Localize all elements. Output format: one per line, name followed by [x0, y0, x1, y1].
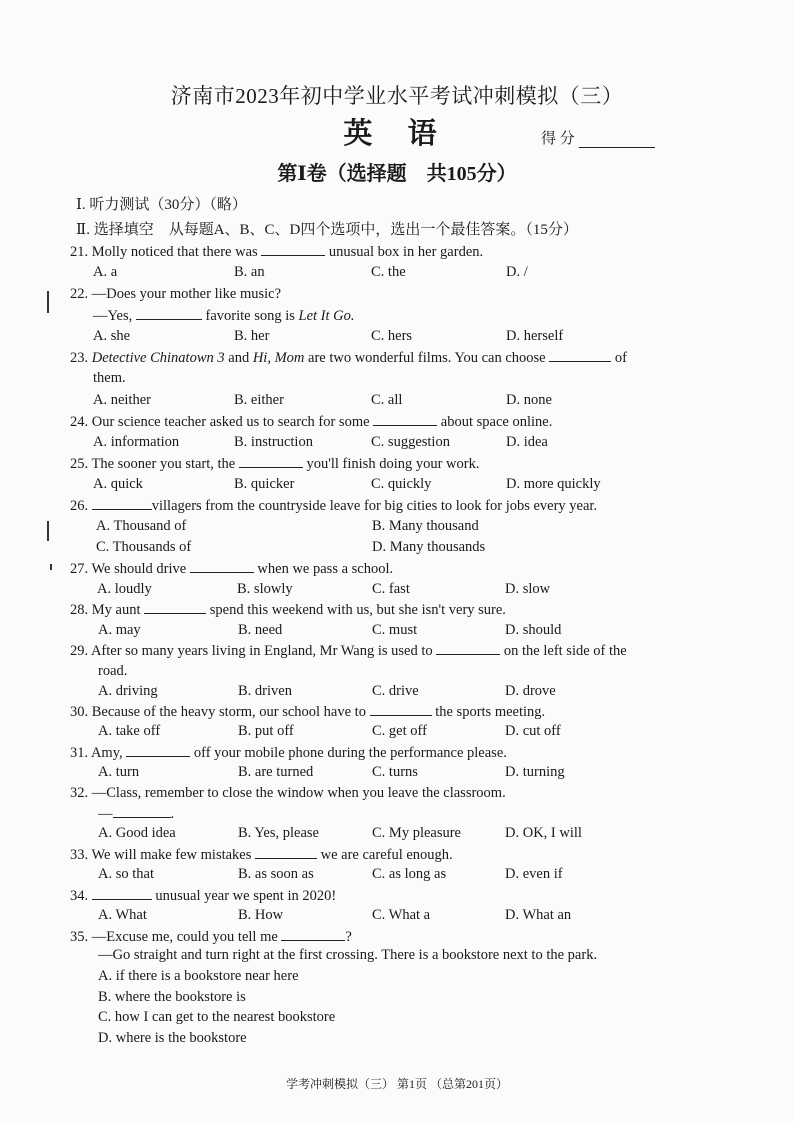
question-22-reply: —Yes, favorite song is Let It Go. [93, 308, 355, 324]
option-b: B. Yes, please [238, 825, 319, 841]
option-a: A. quick [93, 476, 143, 492]
question-32: 32. —Class, remember to close the window when you leave the classroom. [70, 785, 506, 801]
score-field [541, 127, 655, 148]
option-c: C. hers [371, 328, 413, 344]
option-d: D. cut off [505, 723, 561, 739]
option-a: A. may [98, 622, 141, 638]
option-a: A. if there is a bookstore near here [98, 968, 299, 984]
section-choice: Ⅱ. 选择填空 从每题A、B、C、D四个选项中，选出一个最佳答案。（15分） [76, 222, 578, 238]
option-a: A. What [98, 907, 147, 923]
question-25: 25. The sooner you start, the you'll finish doing your work. [70, 456, 480, 472]
option-b: B. need [238, 622, 283, 638]
option-c: C. the [371, 264, 406, 280]
option-d: D. OK, I will [505, 825, 582, 841]
option-c: C. must [372, 622, 418, 638]
section-listening: Ⅰ. 听力测试（30分）（略） [76, 197, 247, 213]
option-d: D. should [505, 622, 562, 638]
option-c: C. suggestion [371, 434, 450, 450]
option-b: B. as soon as [238, 866, 314, 882]
option-d: D. more quickly [506, 476, 601, 492]
question-29: 29. After so many years living in England, Mr Wang is used to on the left side of the [70, 643, 627, 659]
option-b: B. where the bookstore is [98, 989, 246, 1005]
option-d: D. where is the bookstore [98, 1030, 247, 1046]
option-c: C. how I can get to the nearest bookstore [98, 1009, 336, 1025]
question-27: 27. We should drive when we pass a school. [70, 561, 394, 577]
score-label: 得 分 [541, 131, 575, 147]
option-b: B. quicker [234, 476, 295, 492]
option-c: C. quickly [371, 476, 432, 492]
option-a: A. Good idea [98, 825, 176, 841]
question-35: 35. —Excuse me, could you tell me ? [70, 929, 352, 945]
option-c: C. turns [372, 764, 418, 780]
option-c: C. Thousands of [96, 539, 192, 555]
option-a: A. information [93, 434, 180, 450]
question-31: 31. Amy, off your mobile phone during the performance please. [70, 745, 507, 761]
question-34: 34. unusual year we spent in 2020! [70, 888, 337, 904]
scan-mark [47, 291, 49, 313]
option-b: B. her [234, 328, 270, 344]
score-blank [579, 133, 655, 148]
option-d: D. What an [505, 907, 572, 923]
option-b: B. slowly [237, 581, 293, 597]
option-d: D. herself [506, 328, 564, 344]
option-b: B. How [238, 907, 284, 923]
scan-mark [47, 521, 49, 541]
option-b: B. put off [238, 723, 294, 739]
option-a: A. take off [98, 723, 161, 739]
question-28: 28. My aunt spend this weekend with us, but she isn't very sure. [70, 602, 506, 618]
part-heading: 第Ⅰ卷（选择题 共105分） [277, 163, 517, 185]
option-a: A. neither [93, 392, 151, 408]
option-a: A. loudly [97, 581, 152, 597]
option-b: B. instruction [234, 434, 313, 450]
option-d: D. drove [505, 683, 556, 699]
option-c: C. get off [372, 723, 427, 739]
question-32-reply: — . [98, 806, 175, 822]
option-a: A. turn [98, 764, 140, 780]
option-d: D. Many thousands [372, 539, 486, 555]
option-a: A. Thousand of [96, 518, 187, 534]
option-a: A. a [93, 264, 118, 280]
question-33: 33. We will make few mistakes we are careful enough. [70, 847, 453, 863]
option-b: B. driven [238, 683, 292, 699]
exam-title: 济南市2023年初中学业水平考试冲刺模拟（三） [170, 84, 624, 108]
option-b: B. an [234, 264, 265, 280]
question-29-cont: road. [98, 663, 128, 679]
option-c: C. What a [372, 907, 431, 923]
option-c: C. My pleasure [372, 825, 461, 841]
subject-title: 英 语 [343, 118, 451, 150]
option-d: D. even if [505, 866, 563, 882]
option-b: B. either [234, 392, 284, 408]
question-21: 21. Molly noticed that there was unusual box in her garden. [70, 244, 484, 260]
option-c: C. as long as [372, 866, 447, 882]
option-d: D. slow [505, 581, 551, 597]
question-22: 22. —Does your mother like music? [70, 286, 282, 302]
option-c: C. fast [372, 581, 410, 597]
option-a: A. she [93, 328, 131, 344]
option-a: A. so that [98, 866, 154, 882]
question-23: 23. Detective Chinatown 3 and Hi, Mom are two wonderful films. You can choose of [70, 350, 627, 366]
option-d: D. / [506, 264, 528, 280]
option-c: C. drive [372, 683, 419, 699]
question-35-reply: —Go straight and turn right at the first crossing. There is a bookstore next to the park. [98, 947, 598, 963]
question-24: 24. Our science teacher asked us to search for some about space online. [70, 414, 553, 430]
option-d: D. none [506, 392, 552, 408]
question-26: 26. villagers from the countryside leave for big cities to look for jobs every year. [70, 498, 598, 514]
question-23-cont: them. [93, 370, 126, 386]
page-footer: 学考冲刺模拟（三） 第1页 （总第201页） [285, 1077, 508, 1091]
option-b: B. are turned [238, 764, 314, 780]
option-a: A. driving [98, 683, 158, 699]
option-c: C. all [371, 392, 403, 408]
scan-mark [50, 564, 52, 570]
option-d: D. idea [506, 434, 548, 450]
option-b: B. Many thousand [372, 518, 479, 534]
question-30: 30. Because of the heavy storm, our school have to the sports meeting. [70, 704, 546, 720]
option-d: D. turning [505, 764, 565, 780]
